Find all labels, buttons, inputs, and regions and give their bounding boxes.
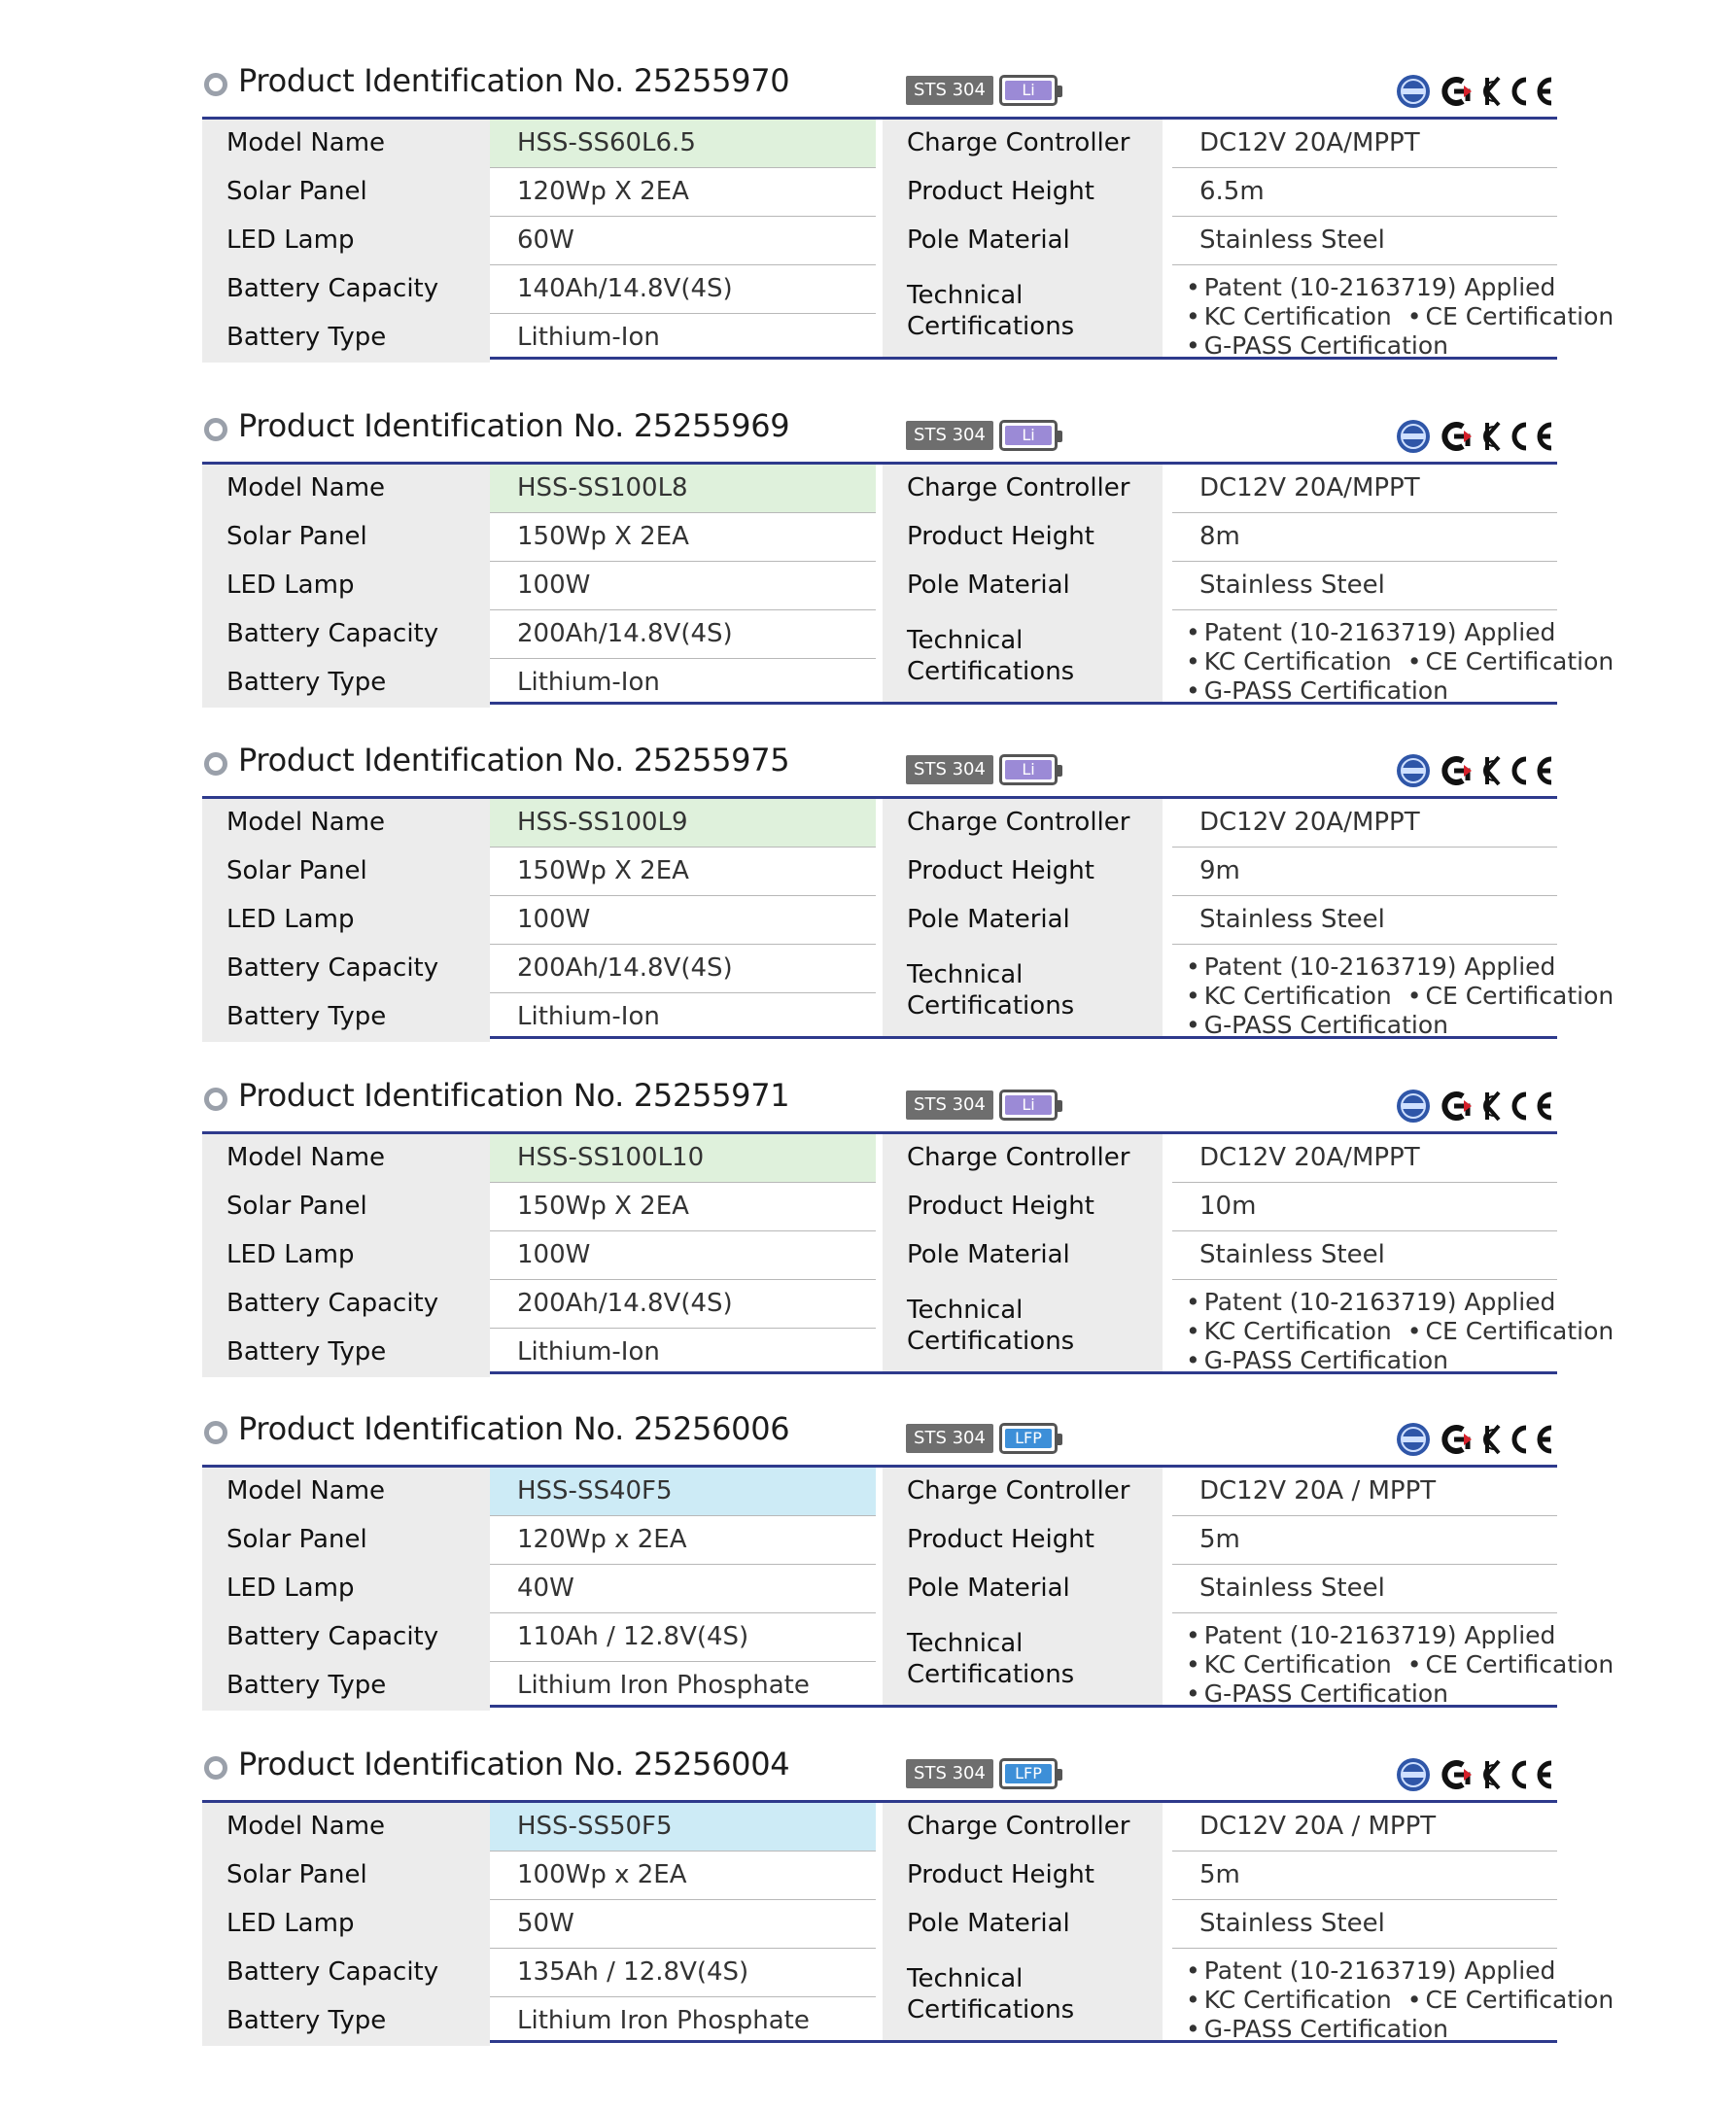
cert-line: • G-PASS Certification	[1186, 1011, 1448, 1039]
model-name-value: HSS-SS100L9	[490, 799, 876, 848]
battery-type-label: Battery Type	[202, 659, 490, 708]
spec-table	[202, 462, 1614, 705]
battery-type-badge: Li	[1005, 1095, 1052, 1115]
kc-icon	[1444, 1428, 1472, 1451]
battery-type-value: Lithium-Ion	[517, 668, 660, 697]
pole-material-label: Pole Material	[883, 1231, 1163, 1280]
pole-material-value: Stainless Steel	[1199, 571, 1385, 600]
cert-line: • G-PASS Certification	[1186, 2015, 1448, 2043]
solar-panel-value: 150Wp X 2EA	[517, 856, 689, 885]
led-lamp-label: LED Lamp	[202, 1565, 490, 1613]
cert-gpass: G-PASS Certification	[1203, 2015, 1448, 2043]
battery-type-value: Lithium-Ion	[517, 1337, 660, 1367]
cert-line: • Patent (10-2163719) Applied	[1186, 618, 1556, 646]
product-height-value: 10m	[1199, 1192, 1257, 1221]
battery-icon	[999, 420, 1058, 451]
product-header	[202, 1734, 1557, 1792]
g-pass-icon	[1397, 75, 1430, 108]
technical-certifications-label: Technical Certifications	[883, 610, 1163, 702]
sts-304-badge: STS 304	[906, 421, 993, 450]
cert-line: • KC Certification • CE Certification	[1186, 1317, 1614, 1345]
pole-material-value: Stainless Steel	[1199, 1240, 1385, 1269]
model-name-value: HSS-SS40F5	[490, 1468, 876, 1516]
product-height-label: Product Height	[883, 1516, 1163, 1565]
model-name-value: HSS-SS100L8	[490, 465, 876, 513]
cert-kc: KC Certification	[1203, 982, 1392, 1010]
circle-bullet-icon	[204, 73, 227, 96]
cert-line: • KC Certification • CE Certification	[1186, 1986, 1614, 2014]
certification-icons	[1394, 417, 1557, 456]
model-name-value: HSS-SS60L6.5	[490, 120, 876, 168]
cert-line: • G-PASS Certification	[1186, 1679, 1448, 1708]
technical-certifications-list	[1172, 1949, 1614, 2043]
product-title: Product Identification No. 25255975	[238, 742, 790, 779]
battery-type-badge: Li	[1005, 81, 1052, 100]
battery-capacity-label: Battery Capacity	[202, 610, 490, 659]
battery-icon	[999, 75, 1058, 106]
solar-panel-value: 100Wp x 2EA	[517, 1860, 687, 1889]
cert-patent: Patent (10-2163719) Applied	[1203, 273, 1556, 301]
cert-patent: Patent (10-2163719) Applied	[1203, 1621, 1556, 1649]
cert-ce: CE Certification	[1425, 1986, 1614, 2014]
battery-type-value: Lithium Iron Phosphate	[517, 1671, 810, 1700]
product-title: Product Identification No. 25255970	[238, 62, 790, 99]
product-block	[202, 396, 1614, 705]
cert-line: • Patent (10-2163719) Applied	[1186, 1288, 1556, 1316]
cert-line: • Patent (10-2163719) Applied	[1186, 1956, 1556, 1985]
solar-panel-label: Solar Panel	[202, 513, 490, 562]
battery-type-label: Battery Type	[202, 314, 490, 363]
cert-line: • KC Certification • CE Certification	[1186, 1650, 1614, 1678]
sts-304-badge: STS 304	[906, 76, 993, 105]
pole-material-label: Pole Material	[883, 1900, 1163, 1949]
technical-certifications-label: Technical Certifications	[883, 945, 1163, 1036]
battery-terminal	[1058, 1769, 1062, 1781]
certification-icons	[1394, 72, 1557, 111]
product-height-label: Product Height	[883, 1183, 1163, 1231]
battery-icon	[999, 754, 1058, 785]
battery-type-badge: Li	[1005, 760, 1052, 779]
circle-bullet-icon	[204, 1088, 227, 1111]
sts-304-badge: STS 304	[906, 1759, 993, 1788]
model-name-label: Model Name	[202, 1468, 490, 1516]
led-lamp-label: LED Lamp	[202, 1900, 490, 1949]
cert-line: • Patent (10-2163719) Applied	[1186, 952, 1556, 981]
cert-ce: CE Certification	[1425, 302, 1614, 330]
model-name-label: Model Name	[202, 120, 490, 168]
technical-certifications-list	[1172, 1613, 1614, 1708]
model-name-label: Model Name	[202, 465, 490, 513]
battery-capacity-value: 110Ah / 12.8V(4S)	[517, 1622, 749, 1651]
battery-type-value: Lithium Iron Phosphate	[517, 2006, 810, 2035]
led-lamp-value: 40W	[517, 1574, 574, 1603]
circle-bullet-icon	[204, 1756, 227, 1780]
battery-capacity-value: 200Ah/14.8V(4S)	[517, 1289, 733, 1318]
charge-controller-value: DC12V 20A / MPPT	[1199, 1812, 1437, 1841]
product-height-value: 5m	[1199, 1525, 1240, 1554]
battery-terminal	[1058, 765, 1062, 777]
cert-line: • Patent (10-2163719) Applied	[1186, 273, 1556, 301]
battery-capacity-value: 200Ah/14.8V(4S)	[517, 619, 733, 648]
g-pass-icon	[1397, 754, 1430, 787]
cert-line: • KC Certification • CE Certification	[1186, 982, 1614, 1010]
led-lamp-label: LED Lamp	[202, 562, 490, 610]
cert-line: • G-PASS Certification	[1186, 331, 1448, 360]
spec-table	[202, 1800, 1614, 2043]
cert-ce: CE Certification	[1425, 982, 1614, 1010]
model-name-value: HSS-SS100L10	[490, 1134, 876, 1183]
solar-panel-value: 120Wp X 2EA	[517, 177, 689, 206]
cert-patent: Patent (10-2163719) Applied	[1203, 952, 1556, 981]
cert-gpass: G-PASS Certification	[1203, 1011, 1448, 1039]
technical-certifications-list	[1172, 945, 1614, 1039]
cert-patent: Patent (10-2163719) Applied	[1203, 1956, 1556, 1985]
battery-type-badge: LFP	[1005, 1429, 1052, 1448]
solar-panel-label: Solar Panel	[202, 1516, 490, 1565]
g-pass-icon	[1397, 1758, 1430, 1791]
ce-mark-icon	[1514, 80, 1551, 103]
product-title: Product Identification No. 25255969	[238, 407, 790, 444]
battery-capacity-label: Battery Capacity	[202, 1280, 490, 1329]
battery-capacity-label: Battery Capacity	[202, 1613, 490, 1662]
battery-type-value: Lithium-Ion	[517, 1002, 660, 1031]
battery-capacity-label: Battery Capacity	[202, 1949, 490, 1997]
certification-icons	[1394, 1420, 1557, 1459]
led-lamp-label: LED Lamp	[202, 1231, 490, 1280]
battery-capacity-label: Battery Capacity	[202, 265, 490, 314]
led-lamp-label: LED Lamp	[202, 217, 490, 265]
model-name-label: Model Name	[202, 1134, 490, 1183]
certification-icons	[1394, 1755, 1557, 1794]
pole-material-value: Stainless Steel	[1199, 1909, 1385, 1938]
g-pass-icon	[1397, 1423, 1430, 1456]
model-name-label: Model Name	[202, 1803, 490, 1851]
cert-gpass: G-PASS Certification	[1203, 1346, 1448, 1374]
charge-controller-label: Charge Controller	[883, 799, 1163, 848]
product-height-label: Product Height	[883, 513, 1163, 562]
cert-gpass: G-PASS Certification	[1203, 676, 1448, 705]
battery-type-label: Battery Type	[202, 1997, 490, 2046]
cert-line: • Patent (10-2163719) Applied	[1186, 1621, 1556, 1649]
product-title: Product Identification No. 25255971	[238, 1077, 790, 1114]
pole-material-value: Stainless Steel	[1199, 1574, 1385, 1603]
technical-certifications-list	[1172, 265, 1614, 360]
cert-patent: Patent (10-2163719) Applied	[1203, 618, 1556, 646]
charge-controller-label: Charge Controller	[883, 1803, 1163, 1851]
charge-controller-value: DC12V 20A/MPPT	[1199, 1143, 1420, 1172]
kc-k-icon	[1484, 423, 1499, 450]
charge-controller-value: DC12V 20A/MPPT	[1199, 808, 1420, 837]
spec-table	[202, 1465, 1614, 1708]
sts-304-badge: STS 304	[906, 1090, 993, 1120]
battery-type-label: Battery Type	[202, 1662, 490, 1711]
cert-line: • KC Certification • CE Certification	[1186, 647, 1614, 675]
cert-ce: CE Certification	[1425, 647, 1614, 675]
product-block	[202, 730, 1614, 1039]
cert-kc: KC Certification	[1203, 302, 1392, 330]
spec-table	[202, 117, 1614, 360]
battery-type-badge: LFP	[1005, 1764, 1052, 1783]
pole-material-label: Pole Material	[883, 1565, 1163, 1613]
pole-material-value: Stainless Steel	[1199, 905, 1385, 934]
kc-k-icon	[1484, 1761, 1499, 1788]
kc-k-icon	[1484, 78, 1499, 105]
cert-gpass: G-PASS Certification	[1203, 1679, 1448, 1708]
product-header	[202, 51, 1557, 109]
cert-kc: KC Certification	[1203, 647, 1392, 675]
technical-certifications-list	[1172, 610, 1614, 705]
product-header	[202, 1399, 1557, 1457]
charge-controller-value: DC12V 20A/MPPT	[1199, 128, 1420, 157]
technical-certifications-label: Technical Certifications	[883, 1613, 1163, 1705]
charge-controller-label: Charge Controller	[883, 465, 1163, 513]
cert-kc: KC Certification	[1203, 1650, 1392, 1678]
cert-ce: CE Certification	[1425, 1650, 1614, 1678]
cert-line: • KC Certification • CE Certification	[1186, 302, 1614, 330]
technical-certifications-label: Technical Certifications	[883, 265, 1163, 357]
cert-kc: KC Certification	[1203, 1317, 1392, 1345]
kc-icon	[1444, 1763, 1472, 1786]
solar-panel-value: 120Wp x 2EA	[517, 1525, 687, 1554]
product-block	[202, 1065, 1614, 1374]
cert-kc: KC Certification	[1203, 1986, 1392, 2014]
cert-gpass: G-PASS Certification	[1203, 331, 1448, 360]
led-lamp-value: 100W	[517, 1240, 591, 1269]
charge-controller-label: Charge Controller	[883, 1134, 1163, 1183]
ce-mark-icon	[1514, 759, 1551, 782]
sts-304-badge: STS 304	[906, 1424, 993, 1453]
certification-icons	[1394, 751, 1557, 790]
circle-bullet-icon	[204, 418, 227, 441]
product-header	[202, 1065, 1557, 1124]
product-header	[202, 396, 1557, 454]
ce-mark-icon	[1514, 425, 1551, 448]
product-height-value: 9m	[1199, 856, 1240, 885]
solar-panel-label: Solar Panel	[202, 848, 490, 896]
led-lamp-label: LED Lamp	[202, 896, 490, 945]
product-block	[202, 1734, 1614, 2043]
kc-k-icon	[1484, 757, 1499, 784]
kc-k-icon	[1484, 1092, 1499, 1120]
charge-controller-value: DC12V 20A/MPPT	[1199, 473, 1420, 502]
cert-line: • G-PASS Certification	[1186, 1346, 1448, 1374]
product-block	[202, 1399, 1614, 1708]
product-height-value: 5m	[1199, 1860, 1240, 1889]
cert-ce: CE Certification	[1425, 1317, 1614, 1345]
battery-capacity-label: Battery Capacity	[202, 945, 490, 993]
ce-mark-icon	[1514, 1763, 1551, 1786]
cert-line: • G-PASS Certification	[1186, 676, 1448, 705]
battery-terminal	[1058, 431, 1062, 442]
charge-controller-value: DC12V 20A / MPPT	[1199, 1476, 1437, 1505]
kc-k-icon	[1484, 1426, 1499, 1453]
charge-controller-label: Charge Controller	[883, 120, 1163, 168]
battery-capacity-value: 140Ah/14.8V(4S)	[517, 274, 733, 303]
model-name-value: HSS-SS50F5	[490, 1803, 876, 1851]
battery-icon	[999, 1758, 1058, 1789]
sts-304-badge: STS 304	[906, 755, 993, 784]
circle-bullet-icon	[204, 752, 227, 776]
solar-panel-value: 150Wp X 2EA	[517, 522, 689, 551]
circle-bullet-icon	[204, 1421, 227, 1444]
spec-table	[202, 1131, 1614, 1374]
pole-material-label: Pole Material	[883, 217, 1163, 265]
model-name-label: Model Name	[202, 799, 490, 848]
battery-type-value: Lithium-Ion	[517, 323, 660, 352]
led-lamp-value: 100W	[517, 571, 591, 600]
product-block	[202, 51, 1614, 360]
product-height-value: 6.5m	[1199, 177, 1265, 206]
ce-mark-icon	[1514, 1428, 1551, 1451]
kc-icon	[1444, 1094, 1472, 1118]
led-lamp-value: 50W	[517, 1909, 574, 1938]
led-lamp-value: 60W	[517, 225, 574, 255]
product-height-label: Product Height	[883, 848, 1163, 896]
kc-icon	[1444, 80, 1472, 103]
charge-controller-label: Charge Controller	[883, 1468, 1163, 1516]
product-title: Product Identification No. 25256004	[238, 1746, 790, 1782]
certification-icons	[1394, 1087, 1557, 1125]
product-height-value: 8m	[1199, 522, 1240, 551]
battery-terminal	[1058, 1100, 1062, 1112]
product-height-label: Product Height	[883, 168, 1163, 217]
technical-certifications-label: Technical Certifications	[883, 1280, 1163, 1371]
battery-type-badge: Li	[1005, 426, 1052, 445]
solar-panel-value: 150Wp X 2EA	[517, 1192, 689, 1221]
pole-material-label: Pole Material	[883, 562, 1163, 610]
pole-material-label: Pole Material	[883, 896, 1163, 945]
ce-mark-icon	[1514, 1094, 1551, 1118]
product-height-label: Product Height	[883, 1851, 1163, 1900]
battery-capacity-value: 135Ah / 12.8V(4S)	[517, 1957, 749, 1987]
battery-type-label: Battery Type	[202, 993, 490, 1042]
battery-type-label: Battery Type	[202, 1329, 490, 1377]
product-header	[202, 730, 1557, 788]
kc-icon	[1444, 425, 1472, 448]
spec-table	[202, 796, 1614, 1039]
pole-material-value: Stainless Steel	[1199, 225, 1385, 255]
technical-certifications-list	[1172, 1280, 1614, 1374]
product-title: Product Identification No. 25256006	[238, 1410, 790, 1447]
g-pass-icon	[1397, 1090, 1430, 1123]
solar-panel-label: Solar Panel	[202, 1851, 490, 1900]
solar-panel-label: Solar Panel	[202, 168, 490, 217]
battery-icon	[999, 1090, 1058, 1121]
solar-panel-label: Solar Panel	[202, 1183, 490, 1231]
g-pass-icon	[1397, 420, 1430, 453]
battery-capacity-value: 200Ah/14.8V(4S)	[517, 953, 733, 983]
kc-icon	[1444, 759, 1472, 782]
battery-icon	[999, 1423, 1058, 1454]
technical-certifications-label: Technical Certifications	[883, 1949, 1163, 2040]
battery-terminal	[1058, 86, 1062, 97]
led-lamp-value: 100W	[517, 905, 591, 934]
battery-terminal	[1058, 1434, 1062, 1445]
cert-patent: Patent (10-2163719) Applied	[1203, 1288, 1556, 1316]
